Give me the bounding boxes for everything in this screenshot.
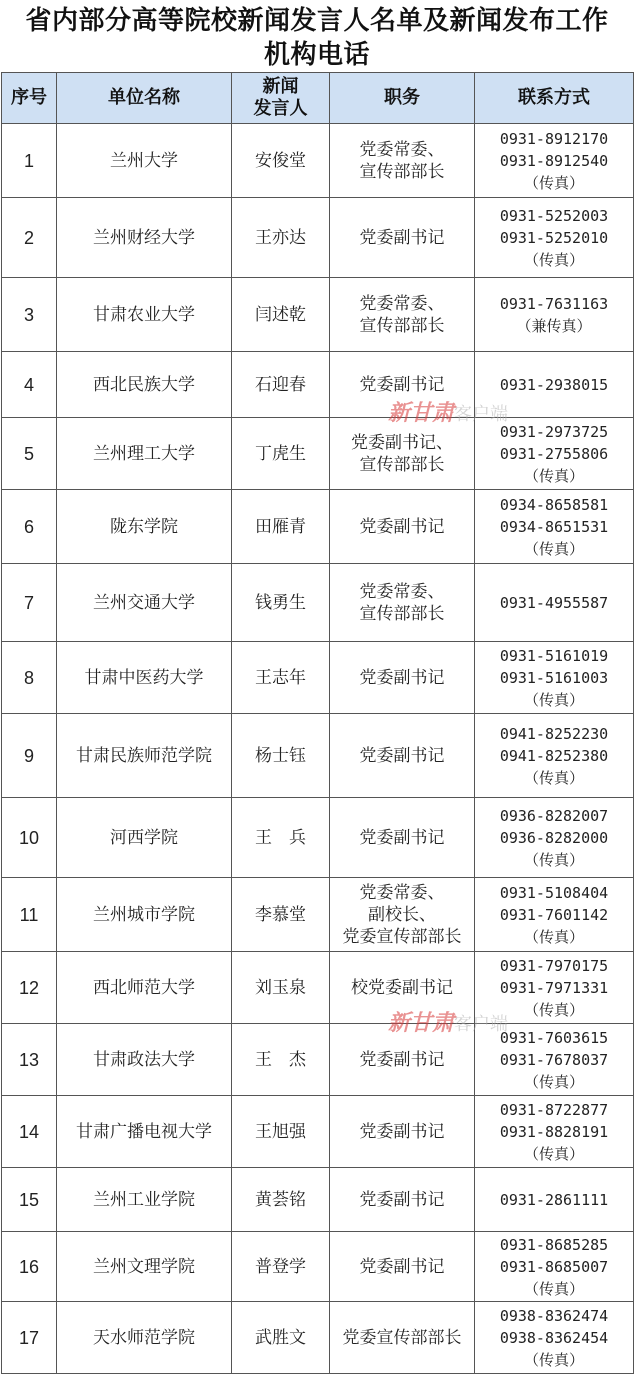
table-header-row — [2, 73, 634, 124]
contact-line: 0938-8362454 — [499, 1328, 609, 1347]
position-line: 宣传部部长 — [359, 161, 445, 182]
table-row — [2, 198, 634, 278]
position-line: 党委副书记 — [359, 1049, 445, 1070]
position-line: 党委副书记 — [359, 1121, 445, 1142]
table-row — [2, 1096, 634, 1168]
cell-speaker: 安俊堂 — [232, 124, 330, 198]
contact-line: 0941-8252380 — [499, 746, 609, 765]
contact-line: 0931-8828191 — [499, 1122, 609, 1141]
cell-speaker: 武胜文 — [232, 1302, 330, 1374]
cell-contact — [475, 642, 634, 714]
position-line: 党委常委、 — [359, 581, 445, 602]
position-line: 副校长、 — [368, 904, 436, 925]
header-speaker-line-1: 新闻 — [262, 76, 299, 97]
contact-line: （传真） — [523, 466, 584, 485]
cell-speaker: 钱勇生 — [232, 564, 330, 642]
table-row — [2, 798, 634, 878]
cell-position — [330, 714, 475, 798]
cell-speaker: 王 兵 — [232, 798, 330, 878]
contact-line: （传真） — [523, 690, 584, 709]
contact-line: （传真） — [523, 1144, 584, 1163]
contact-line: （传真） — [523, 850, 584, 869]
cell-contact — [475, 1168, 634, 1232]
contact-line: 0931-8685285 — [499, 1235, 609, 1254]
cell-index: 14 — [2, 1096, 57, 1168]
contact-line: 0931-7970175 — [499, 956, 609, 975]
cell-unit: 甘肃中医药大学 — [57, 642, 232, 714]
position-line: 党委副书记 — [359, 516, 445, 537]
watermark-2 — [388, 1006, 508, 1037]
contact-line: 0931-8685007 — [499, 1257, 609, 1276]
spokesperson-table — [1, 72, 634, 1374]
cell-contact — [475, 878, 634, 952]
contact-line: 0936-8282000 — [499, 828, 609, 847]
watermark-brand: 新甘肃 — [388, 401, 455, 426]
cell-speaker: 石迎春 — [232, 352, 330, 418]
table-row — [2, 642, 634, 714]
contact-line: 0931-8912170 — [499, 129, 609, 148]
contact-line: 0931-2938015 — [499, 375, 609, 394]
cell-speaker: 杨士钰 — [232, 714, 330, 798]
cell-contact — [475, 490, 634, 564]
cell-unit: 河西学院 — [57, 798, 232, 878]
cell-position — [330, 642, 475, 714]
watermark-suffix: 客户端 — [454, 1014, 509, 1035]
contact-line: 0931-8722877 — [499, 1100, 609, 1119]
cell-contact — [475, 1232, 634, 1302]
position-line: 党委副书记 — [359, 745, 445, 766]
position-line: 党委常委、 — [359, 139, 445, 160]
contact-line: 0931-2861111 — [499, 1190, 609, 1209]
position-line: 校党委副书记 — [351, 977, 453, 998]
contact-line: （传真） — [523, 1350, 584, 1369]
contact-line: 0931-7603615 — [499, 1028, 609, 1047]
contact-line: （传真） — [523, 250, 584, 269]
cell-position — [330, 878, 475, 952]
header-contact: 联系方式 — [475, 73, 634, 124]
cell-unit: 兰州财经大学 — [57, 198, 232, 278]
cell-unit: 甘肃农业大学 — [57, 278, 232, 352]
watermark-brand: 新甘肃 — [388, 1011, 455, 1036]
position-line: 党委宣传部部长 — [342, 1327, 462, 1348]
cell-unit: 兰州城市学院 — [57, 878, 232, 952]
cell-index: 5 — [2, 418, 57, 490]
position-line: 党委副书记 — [359, 667, 445, 688]
cell-position — [330, 1232, 475, 1302]
contact-line: （传真） — [523, 1000, 584, 1019]
position-line: 党委宣传部部长 — [342, 926, 462, 947]
position-line: 党委常委、 — [359, 882, 445, 903]
table-row — [2, 418, 634, 490]
cell-unit: 西北民族大学 — [57, 352, 232, 418]
cell-speaker: 王亦达 — [232, 198, 330, 278]
position-line: 宣传部部长 — [359, 603, 445, 624]
contact-line: 0936-8282007 — [499, 806, 609, 825]
cell-index: 15 — [2, 1168, 57, 1232]
contact-line: 0931-5252003 — [499, 206, 609, 225]
cell-position — [330, 798, 475, 878]
cell-unit: 天水师范学院 — [57, 1302, 232, 1374]
contact-line: 0934-8658581 — [499, 495, 609, 514]
contact-line: 0931-2755806 — [499, 444, 609, 463]
cell-contact — [475, 124, 634, 198]
cell-index: 10 — [2, 798, 57, 878]
cell-index: 11 — [2, 878, 57, 952]
position-line: 党委副书记 — [359, 227, 445, 248]
cell-speaker: 闫述乾 — [232, 278, 330, 352]
cell-index: 2 — [2, 198, 57, 278]
cell-contact — [475, 1302, 634, 1374]
contact-line: （传真） — [523, 1072, 584, 1091]
cell-index: 6 — [2, 490, 57, 564]
cell-position — [330, 490, 475, 564]
cell-speaker: 王 杰 — [232, 1024, 330, 1096]
cell-unit: 陇东学院 — [57, 490, 232, 564]
cell-position — [330, 418, 475, 490]
cell-speaker: 李慕堂 — [232, 878, 330, 952]
table-row — [2, 564, 634, 642]
contact-line: 0931-7678037 — [499, 1050, 609, 1069]
cell-contact — [475, 278, 634, 352]
cell-contact — [475, 1096, 634, 1168]
position-line: 党委副书记、 — [351, 432, 453, 453]
cell-contact — [475, 798, 634, 878]
position-line: 党委常委、 — [359, 293, 445, 314]
contact-line: 0931-4955587 — [499, 593, 609, 612]
watermark-1 — [388, 396, 508, 427]
cell-speaker: 丁虎生 — [232, 418, 330, 490]
contact-line: 0931-2973725 — [499, 422, 609, 441]
table-row — [2, 1302, 634, 1374]
cell-contact — [475, 418, 634, 490]
position-line: 党委副书记 — [359, 827, 445, 848]
contact-line: （传真） — [523, 173, 584, 192]
cell-index: 4 — [2, 352, 57, 418]
contact-line: 0931-7631163 — [499, 294, 609, 313]
contact-line: 0931-5252010 — [499, 228, 609, 247]
contact-line: （传真） — [523, 539, 584, 558]
cell-unit: 兰州文理学院 — [57, 1232, 232, 1302]
cell-unit: 甘肃政法大学 — [57, 1024, 232, 1096]
cell-index: 1 — [2, 124, 57, 198]
cell-index: 7 — [2, 564, 57, 642]
contact-line: 0938-8362474 — [499, 1306, 609, 1325]
cell-contact — [475, 198, 634, 278]
table-body — [2, 124, 634, 1374]
cell-speaker: 王旭强 — [232, 1096, 330, 1168]
cell-speaker: 刘玉泉 — [232, 952, 330, 1024]
position-line: 党委副书记 — [359, 1189, 445, 1210]
contact-line: 0931-5161003 — [499, 668, 609, 687]
header-speaker — [232, 73, 330, 124]
table-row — [2, 124, 634, 198]
cell-speaker: 普登学 — [232, 1232, 330, 1302]
cell-position — [330, 1302, 475, 1374]
cell-index: 8 — [2, 642, 57, 714]
cell-position — [330, 198, 475, 278]
contact-line: （传真） — [523, 1279, 584, 1298]
contact-line: 0931-7971331 — [499, 978, 609, 997]
position-line: 党委副书记 — [359, 1256, 445, 1277]
cell-position — [330, 564, 475, 642]
position-line: 宣传部部长 — [359, 454, 445, 475]
cell-index: 9 — [2, 714, 57, 798]
table-row — [2, 1168, 634, 1232]
cell-speaker: 黄荟铭 — [232, 1168, 330, 1232]
cell-unit: 兰州理工大学 — [57, 418, 232, 490]
table-row — [2, 952, 634, 1024]
cell-index: 3 — [2, 278, 57, 352]
cell-unit: 兰州工业学院 — [57, 1168, 232, 1232]
position-line: 宣传部部长 — [359, 315, 445, 336]
contact-line: 0931-5161019 — [499, 646, 609, 665]
cell-position — [330, 1168, 475, 1232]
header-unit: 单位名称 — [57, 73, 232, 124]
cell-position — [330, 124, 475, 198]
contact-line: 0931-7601142 — [499, 905, 609, 924]
cell-unit: 西北师范大学 — [57, 952, 232, 1024]
contact-line: 0931-8912540 — [499, 151, 609, 170]
table-row — [2, 1232, 634, 1302]
cell-index: 17 — [2, 1302, 57, 1374]
cell-contact — [475, 714, 634, 798]
table-row — [2, 490, 634, 564]
table-row — [2, 714, 634, 798]
header-speaker-line-2: 发言人 — [253, 98, 308, 119]
cell-position — [330, 278, 475, 352]
cell-speaker: 田雁青 — [232, 490, 330, 564]
cell-speaker: 王志年 — [232, 642, 330, 714]
watermark-suffix: 客户端 — [454, 404, 509, 425]
cell-position — [330, 1096, 475, 1168]
cell-index: 16 — [2, 1232, 57, 1302]
title-line-2: 机构电话 — [263, 40, 370, 70]
table-row — [2, 878, 634, 952]
cell-unit: 甘肃民族师范学院 — [57, 714, 232, 798]
cell-unit: 甘肃广播电视大学 — [57, 1096, 232, 1168]
cell-index: 13 — [2, 1024, 57, 1096]
contact-line: （兼传真） — [516, 316, 592, 335]
contact-line: （传真） — [523, 768, 584, 787]
contact-line: 0931-5108404 — [499, 883, 609, 902]
header-position: 职务 — [330, 73, 475, 124]
cell-unit: 兰州交通大学 — [57, 564, 232, 642]
cell-unit: 兰州大学 — [57, 124, 232, 198]
header-index: 序号 — [2, 73, 57, 124]
contact-line: 0941-8252230 — [499, 724, 609, 743]
cell-contact — [475, 564, 634, 642]
table-row — [2, 352, 634, 418]
table-row — [2, 278, 634, 352]
position-line: 党委副书记 — [359, 374, 445, 395]
table-row — [2, 1024, 634, 1096]
document-title — [0, 0, 634, 72]
contact-line: 0934-8651531 — [499, 517, 609, 536]
contact-line: （传真） — [523, 927, 584, 946]
title-line-1: 省内部分高等院校新闻发言人名单及新闻发布工作 — [25, 6, 609, 36]
cell-index: 12 — [2, 952, 57, 1024]
